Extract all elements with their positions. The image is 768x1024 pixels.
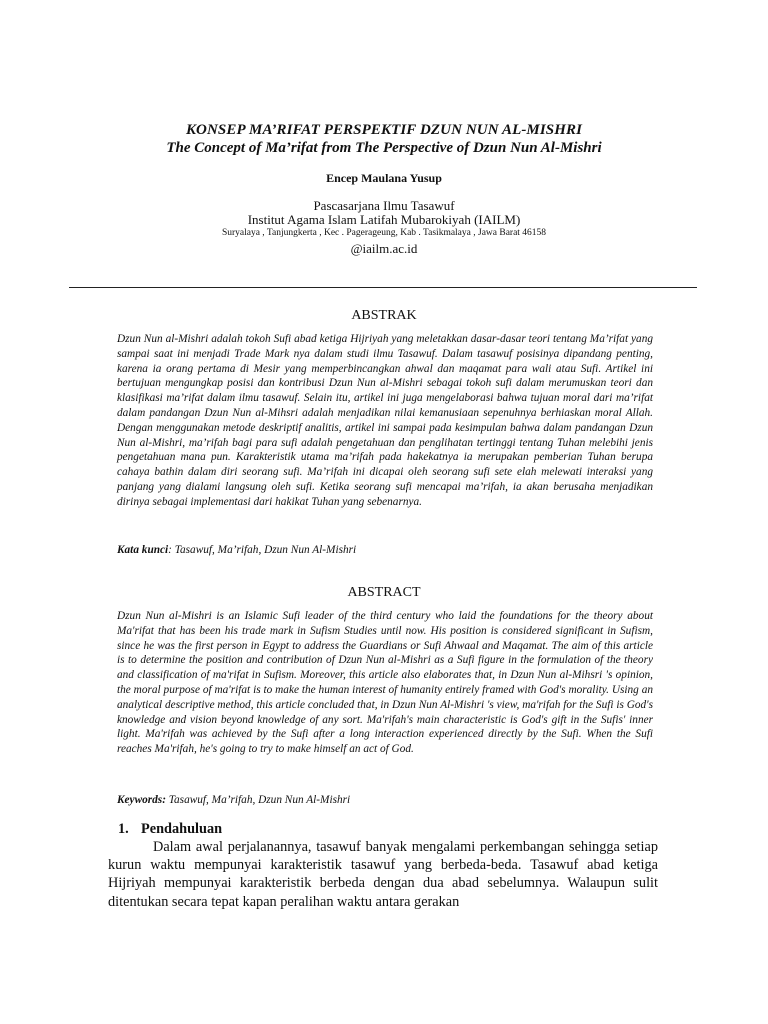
abstract-body: Dzun Nun al-Mishri is an Islamic Sufi leader of the third century who laid the foundations for the theory about Ma'rifat that has been his trade mark in Sufism Studies until now. His position is considered significant in Sufism, since he was the first person in Egypt to address the Guardians or Sufi Ahwaal and Maqamat. The aim of this article is to determine the position and contribution of Dzun Nun al-Mishri as a Sufi figure in the formulation of the theory and classification of ma'rifat in Sufism. Moreover, this article also elaborates that, in Dzun Nun al-Mihsri 's opinion, the moral purpose of ma'rifat is to make the human interest of humanity entirely framed with God's morality. Using an analytical descriptive method, this article concluded that, in Dzun Nun Al-Mishri 's view, ma'rifah for the Sufi is God's knowledge and vision beyond knowledge of any sort. Ma'rifah's main characteristic is God's gift in the Sufis' inner light. Ma'rifah was achieved by the Sufi after a long interaction experienced directly by the Sufi. When the Sufi reaches Ma'rifah, he's going to try to make himself an act of God. xyxy=(117,610,653,756)
keywords xyxy=(117,794,653,806)
author-email: @iailm.ac.id xyxy=(350,241,418,256)
section-title: Pendahuluan xyxy=(141,821,223,837)
intro-paragraph xyxy=(108,838,658,911)
intro-paragraph-text: Dalam awal perjalanannya, tasawuf banyak mengalami perkembangan sehingga setiap kurun waktu mempunyai karakteristik tasawuf yang berbeda-beda. Tasawuf abad ketiga Hijriyah mempunyai karakteristik berbeda dengan dua abad sebelumnya. Walaupun sulit ditentukan secara tepat kapan peralihan waktu antara gerakan xyxy=(108,839,658,910)
affiliation-institution: Institut Agama Islam Latifah Mubarokiyah (IAILM) xyxy=(247,212,521,227)
kata-kunci-values: : Tasawuf, Ma’rifah, Dzun Nun Al-Mishri xyxy=(168,544,357,556)
abstract-heading: ABSTRACT xyxy=(347,585,421,600)
affiliation-program: Pascasarjana Ilmu Tasawuf xyxy=(313,198,455,213)
affiliation-address: Suryalaya , Tanjungkerta , Kec . Pagerageung, Kab . Tasikmalaya , Jawa Barat 46158 xyxy=(221,228,547,238)
keywords-values: Tasawuf, Ma’rifah, Dzun Nun Al-Mishri xyxy=(165,794,351,806)
kata-kunci xyxy=(117,544,653,556)
author-name: Encep Maulana Yusup xyxy=(326,171,442,185)
paper-title-indonesian: KONSEP MA’RIFAT PERSPEKTIF DZUN NUN AL-MISHRI xyxy=(185,122,583,138)
kata-kunci-label: Kata kunci xyxy=(117,544,169,556)
section-heading xyxy=(118,821,222,838)
abstrak-heading: ABSTRAK xyxy=(351,308,417,323)
header-divider xyxy=(69,287,697,288)
abstrak-body: Dzun Nun al-Mishri adalah tokoh Sufi abad ketiga Hijriyah yang meletakkan dasar-dasar teori tentang Ma’rifat yang sampai saat ini menjadi Trade Mark nya dalam studi ilmu Tasawuf. Dalam tasawuf posisinya dipandang penting, karena ia orang pertama di Mesir yang memperbincangkan ahwal dan maqamat para wali atau Sufi. Artikel ini bertujuan mengungkap posisi dan kontribusi Dzun Nun al-Mishri sebagai tokoh sufi dalam merumuskan teori dan klasifikasi ma’rifat dalam ilmu tasawuf. Selain itu, artikel ini juga mengelaborasi bahwa tujuan moral dari ma’rifat dalam pandangan Dzun Nun al-Mihsri adalah menjadikan nilai kemanusiaan sepenuhnya berhiaskan moral Allah. Dengan menggunakan metode deskriptif analitis, artikel ini sampai pada kesimpulan bahwa dalam pandangan Dzun Nun al-Mishri, ma’rifah bagi para sufi adalah pengetahuan dan penglihatan tertinggi tentang Tuhan melebihi jenis pengetahuan mana pun. Karakteristik utama ma’rifah pada hakekatnya ia merupakan pemberian Tuhan berupa cahaya bathin dalam diri seorang sufi. Ma’rifah ini dicapai oleh seorang sufi sete elah melewati interaksi yang panjang yang dialami langsung oleh sufi. Ketika seorang sufi mencapai ma’rifah, ia akan berusaha menjadikan dirinya sebagai implementasi dari hakikat Tuhan yang sebenarnya. xyxy=(117,333,653,508)
keywords-label: Keywords: xyxy=(117,794,166,806)
paper-title-english: The Concept of Ma’rifat from The Perspective of Dzun Nun Al-Mishri xyxy=(166,140,602,156)
section-number: 1. xyxy=(118,821,129,837)
